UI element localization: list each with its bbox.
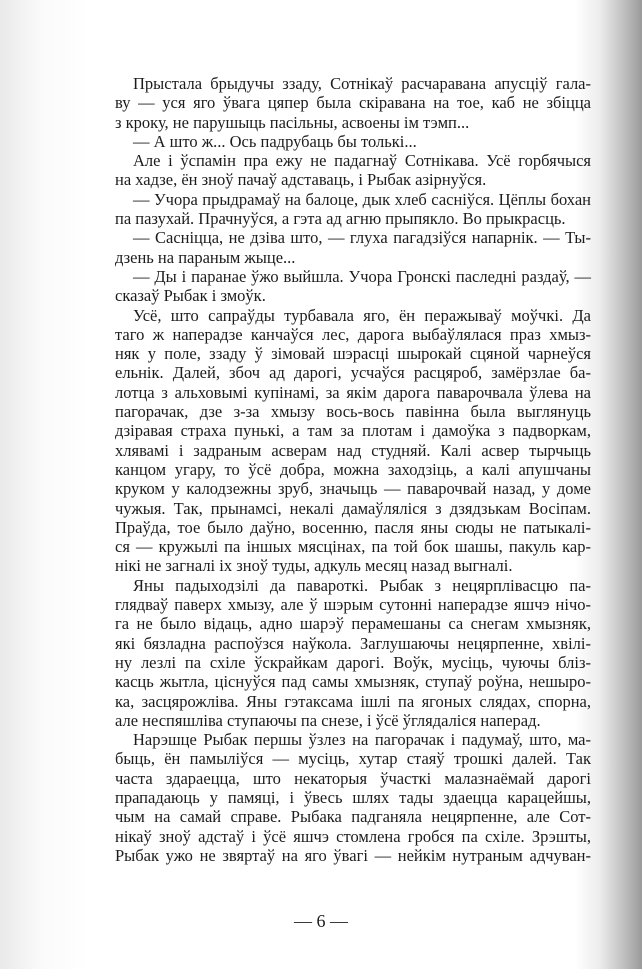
text-line: які бязладна распоўзся наўкола. Заглушаючы нецярпенне, хвілі-: [115, 633, 591, 653]
text-line: Усё, што сапраўды турбавала яго, ён перажываў моўчкі. Да: [133, 305, 591, 325]
text-line: Рыбак ужо не звяртаў на яго ўвагі — нейкім нутраным адчуван-: [115, 845, 591, 865]
text-line: хлявамі і задраным асверам над студняй. Калі асвер тырчыць: [115, 440, 591, 460]
text-line: з кроку, не парушыць пасільны, асвоены ім тэмп...: [115, 112, 470, 132]
text-line: ельнік. Далей, збоч ад дарогі, усчаўся расцяроб, замёрзлае ба-: [115, 363, 591, 383]
paragraph: [115, 306, 591, 576]
text-line: чужыя. Так, прынамсі, некалі дамаўляліся з дзядзькам Восіпам.: [115, 498, 591, 518]
text-line: — Сасніцца, не дзіва што, — глуха пагадзіўся напарнік. — Ты-: [133, 228, 591, 248]
text-line: Прыстала брыдучы ззаду, Сотнікаў расчаравана апусціў гала-: [133, 74, 591, 93]
text-line: Яны падыходзілі да павароткі. Рыбак з нецярплівасцю па-: [133, 575, 591, 595]
paragraph: [115, 132, 591, 151]
text-line: ка, засцярожліва. Яны гэтаксама ішлі па ягоных слядах, спорна,: [115, 691, 591, 711]
text-line: ся — кружылі па іншых мясцінах, па той бок шашы, пакуль кар-: [115, 537, 591, 557]
paragraph: [115, 151, 591, 190]
paragraph: [115, 190, 591, 229]
text-line: нікі не загналі іх зноў туды, адкуль месяц назад выгналі.: [115, 556, 513, 576]
paragraph: [115, 74, 591, 132]
text-line: але неспяшліва ступаючы па снезе, і ўсё ўглядаліся наперад.: [115, 710, 541, 730]
text-line: дзень на параным жыце...: [115, 247, 296, 267]
text-line: прападаюць у памяці, і ўвесь шлях тады здаецца карацейшы,: [115, 787, 591, 807]
text-line: — Учора прыдрамаў на балоце, дык хлеб сасніўся. Цёплы бохан: [133, 189, 591, 209]
text-line: канцом угару, то ўсё добра, можна заходзіць, а калі апушчаны: [115, 459, 591, 479]
text-line: Але і ўспамін пра ежу не падагнаў Сотнікава. Усё горбячыся: [133, 151, 591, 171]
text-line: лотца з альховымі купінамі, за якім дарога паварочвала ўлева на: [115, 382, 591, 402]
text-line: ну лезлі па схіле ўскрайкам дарогі. Воўк, мусіць, чуючы бліз-: [115, 652, 591, 672]
paragraph: [115, 228, 591, 267]
text-line: Праўда, тое было даўно, восенню, пасля яны сюды не патыкалі-: [115, 517, 591, 537]
text-line: нікаў зноў адстаў і ўсё яшчэ стомлена гробся па схіле. Зрэшты,: [115, 826, 591, 846]
page-number: — 6 —: [294, 911, 348, 931]
text-line: — А што ж... Ось падрубаць бы толькі...: [133, 131, 417, 151]
text-line: быць, ён памыліўся — мусіць, хутар стаяў трошкі далей. Так: [115, 749, 591, 769]
paragraph: [115, 730, 591, 865]
text-line: сказаў Рыбак і змоўк.: [115, 286, 266, 306]
text-line: ву — уся яго ўвага цяпер была скіравана на тое, каб не збіцца: [115, 93, 591, 113]
text-line: касць жытла, ціснуўся пад самы хмызняк, ступаў роўна, нешыро-: [115, 672, 591, 692]
text-line: га не было відаць, адно шарэў перамешаны са снегам хмызняк,: [115, 614, 591, 634]
text-line: — Ды і паранае ўжо выйшла. Учора Гронскі паследні раздаў, —: [133, 266, 591, 286]
text-line: чым на самай справе. Рыбака падганяла нецярпенне, але Сот-: [115, 807, 591, 827]
paragraph: [115, 267, 591, 306]
paragraph: [115, 576, 591, 730]
text-line: на хадзе, ён зноў пачаў адставаць, і Рыбак азірнуўся.: [115, 170, 487, 190]
text-line: часта здараецца, што некаторыя ўчасткі малазнаёмай дарогі: [115, 768, 591, 788]
page-body-text: [115, 74, 591, 865]
text-line: пагорачак, дзе з-за хмызу вось-вось павінна была выглянуць: [115, 402, 591, 422]
text-line: глядваў паверх хмызу, але ў шэрым сутонні наперадзе яшчэ нічо-: [115, 595, 591, 615]
text-line: круком у калодзежны зруб, значыць — паварочвай назад, у доме: [115, 479, 591, 499]
text-line: няк у поле, ззаду ў зімовай шэрасці шырокай сцяной чарнеўся: [115, 344, 591, 364]
text-line: таго ж наперадзе канчаўся лес, дарога выбаўлялася праз хмыз-: [115, 324, 591, 344]
text-line: па пазухай. Прачнуўся, а гэта ад агню прыпякло. Во прыкрасць.: [115, 209, 566, 229]
text-line: дзіравая страха пунькі, а там за плотам і дамоўка з падворкам,: [115, 421, 591, 441]
text-line: Нарэшце Рыбак першы ўзлез на пагорачак і падумаў, што, ма-: [133, 730, 591, 750]
